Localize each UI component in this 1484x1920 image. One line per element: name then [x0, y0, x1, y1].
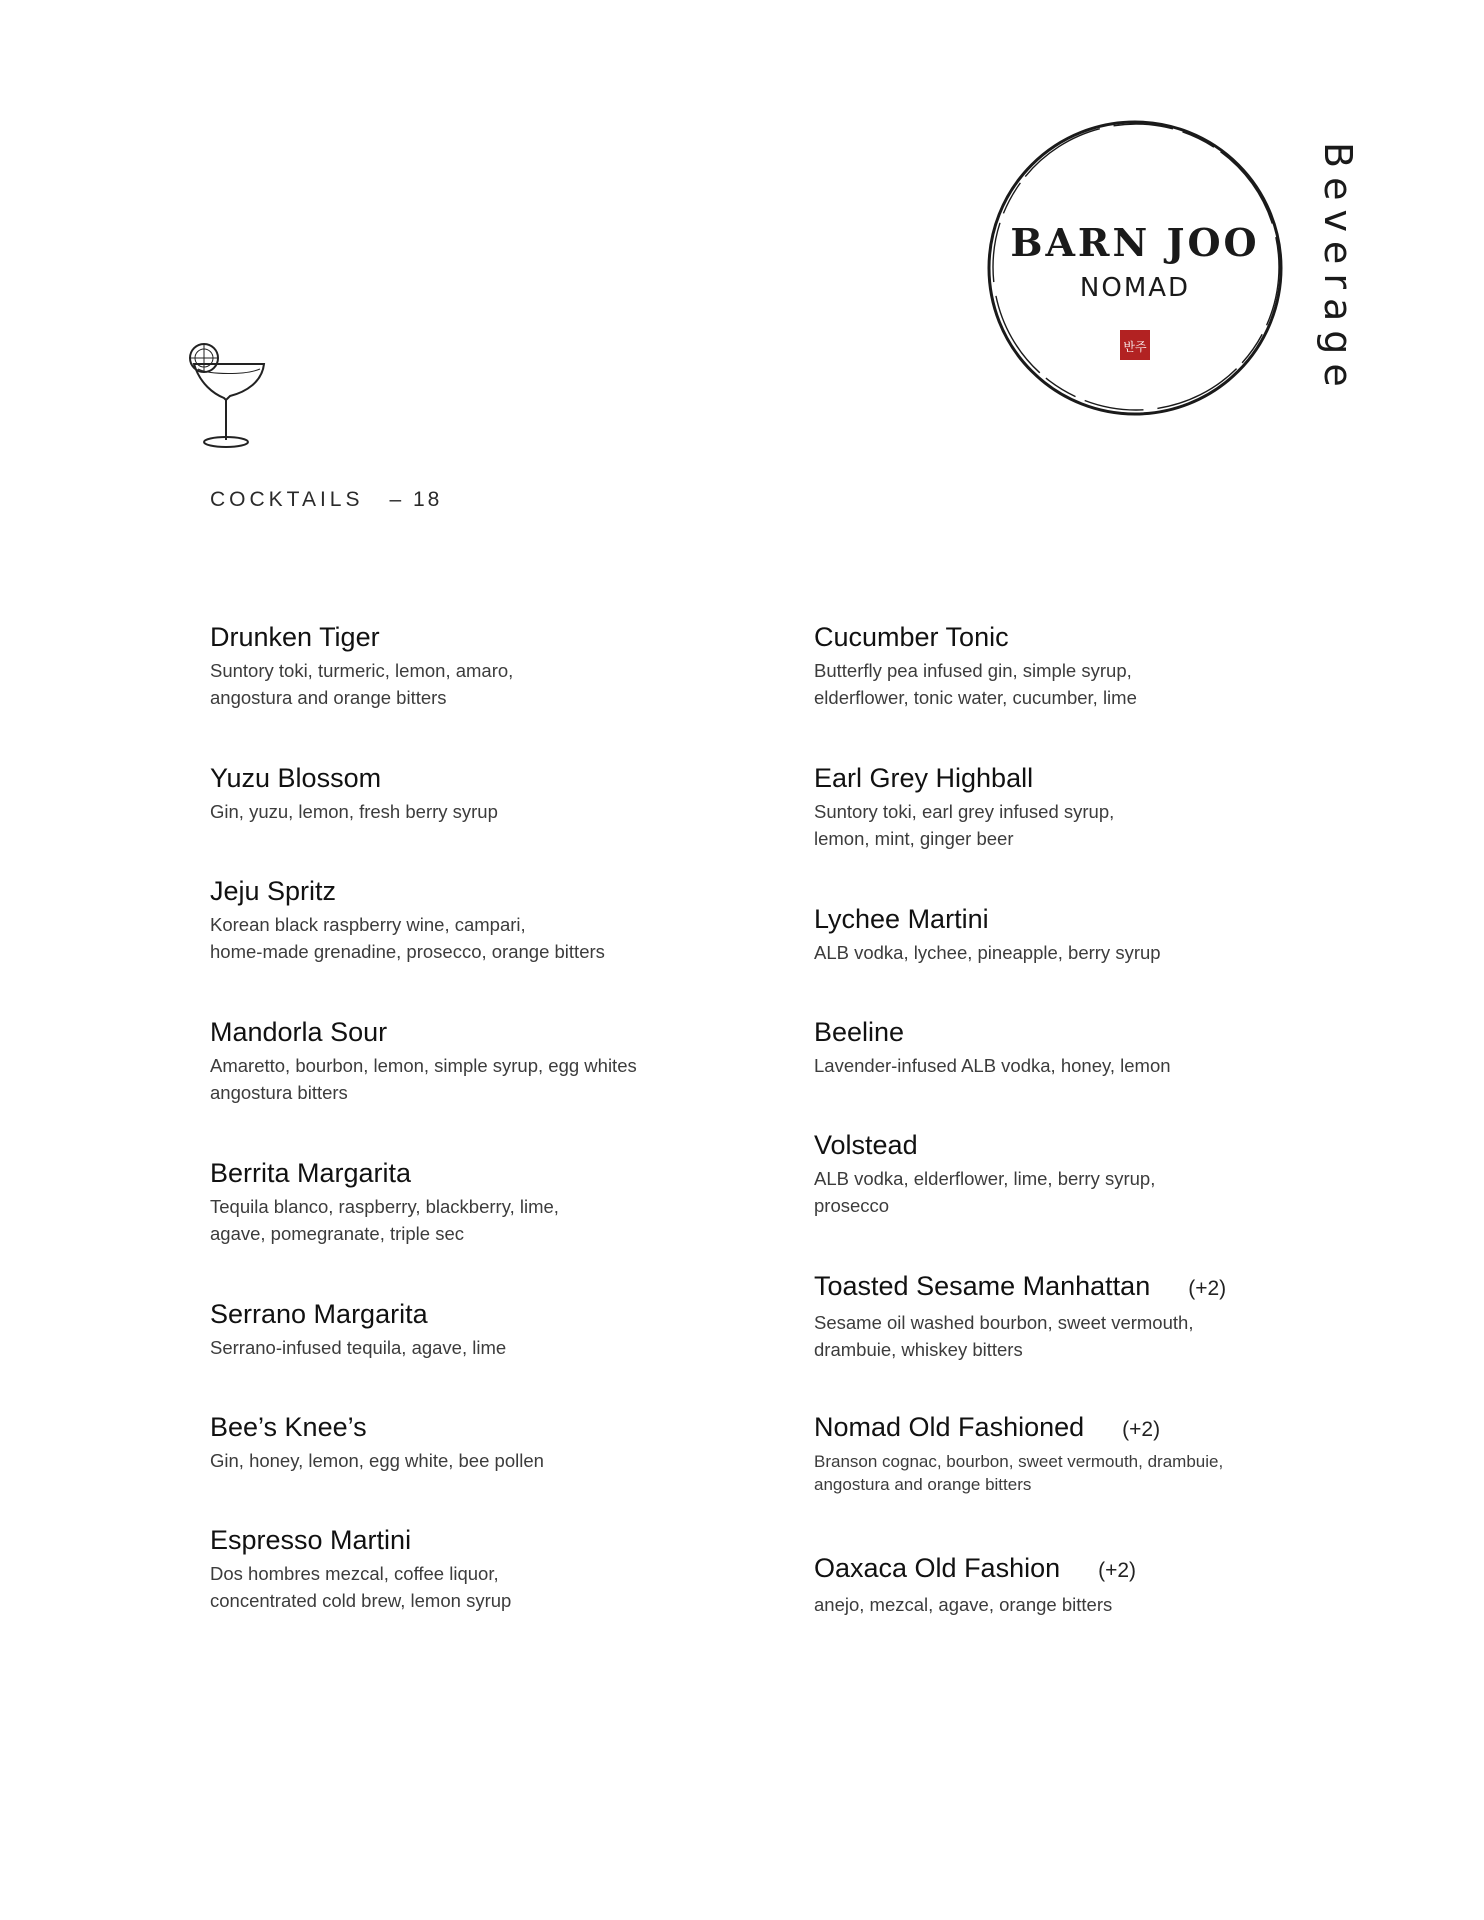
item-name: Volstead [814, 1130, 918, 1160]
logo-brush-ring-inner [993, 124, 1279, 410]
item-description [814, 798, 1314, 852]
item-name: Berrita Margarita [210, 1158, 412, 1188]
item-description-line: angostura bitters [210, 1082, 348, 1103]
menu-column-left [210, 620, 770, 1664]
item-name [814, 1269, 1314, 1306]
item-name: Beeline [814, 1017, 905, 1047]
item-description-line: angostura and orange bitters [210, 687, 447, 708]
item-description [210, 1334, 770, 1361]
item-description [814, 1052, 1314, 1079]
menu-item [814, 1015, 1314, 1128]
item-name: Bee’s Knee’s [210, 1412, 367, 1442]
item-name [814, 1551, 1314, 1588]
item-surcharge: (+2) [1122, 1418, 1161, 1441]
item-description-line: Tequila blanco, raspberry, blackberry, lime, [210, 1196, 559, 1217]
menu-item [814, 1128, 1314, 1269]
item-description [814, 1165, 1314, 1219]
item-description-line: Sesame oil washed bourbon, sweet vermouth, [814, 1312, 1194, 1333]
item-name: Earl Grey Highball [814, 763, 1034, 793]
item-description [814, 1450, 1314, 1496]
menu-item [210, 1410, 770, 1523]
item-description-line: Gin, yuzu, lemon, fresh berry syrup [210, 801, 498, 822]
barn-joo-logo [985, 118, 1285, 418]
item-description [210, 798, 770, 825]
item-description-line: Korean black raspberry wine, campari, [210, 914, 526, 935]
item-description [814, 1591, 1314, 1618]
item-description [814, 657, 1314, 711]
logo-emblem [985, 118, 1285, 418]
menu-item [814, 1269, 1314, 1410]
menu-item [814, 761, 1314, 902]
logo-seal-text: 반주 [1123, 340, 1147, 354]
menu-item [210, 1156, 770, 1297]
item-description-line: lemon, mint, ginger beer [814, 828, 1014, 849]
item-description [210, 1052, 770, 1106]
item-name: Serrano Margarita [210, 1299, 428, 1329]
item-description [210, 1193, 770, 1247]
item-description-line: Gin, honey, lemon, egg white, bee pollen [210, 1450, 544, 1471]
menu-item [210, 1523, 770, 1664]
item-name: Yuzu Blossom [210, 763, 382, 793]
menu-column-right [814, 620, 1314, 1664]
item-name-text: Oaxaca Old Fashion [814, 1553, 1061, 1583]
menu-item [210, 874, 770, 1015]
item-description-line: prosecco [814, 1195, 890, 1216]
item-description-line: Lavender-infused ALB vodka, honey, lemon [814, 1055, 1171, 1076]
menu-item [814, 620, 1314, 761]
item-description-line: Amaretto, bourbon, lemon, simple syrup, egg whites [210, 1055, 637, 1076]
item-name-text: Toasted Sesame Manhattan [814, 1271, 1151, 1301]
item-name: Espresso Martini [210, 1525, 412, 1555]
item-description [814, 1309, 1314, 1363]
section-title: COCKTAILS [210, 488, 364, 511]
item-name: Jeju Spritz [210, 876, 337, 906]
logo-brand-text: BARN JOO [1010, 220, 1260, 265]
item-description-line: home-made grenadine, prosecco, orange bitters [210, 941, 605, 962]
item-name: Mandorla Sour [210, 1017, 388, 1047]
item-name-text: Nomad Old Fashioned [814, 1412, 1085, 1442]
menu-item [210, 1015, 770, 1156]
side-title: Beverage [1316, 142, 1360, 396]
item-surcharge: (+2) [1188, 1277, 1227, 1300]
item-description-line: concentrated cold brew, lemon syrup [210, 1590, 512, 1611]
item-description-line: ALB vodka, elderflower, lime, berry syrup, [814, 1168, 1156, 1189]
item-name: Drunken Tiger [210, 622, 380, 652]
item-description [210, 1560, 770, 1614]
item-description-line: elderflower, tonic water, cucumber, lime [814, 687, 1137, 708]
section-heading [210, 488, 442, 512]
item-description-line: Serrano-infused tequila, agave, lime [210, 1337, 507, 1358]
menu-item [210, 1297, 770, 1410]
margarita-glass-icon [186, 342, 268, 452]
item-description-line: Butterfly pea infused gin, simple syrup, [814, 660, 1132, 681]
item-description-line: Suntory toki, turmeric, lemon, amaro, [210, 660, 514, 681]
item-description-line: drambuie, whiskey bitters [814, 1339, 1023, 1360]
item-name [814, 1410, 1314, 1447]
item-description-line: anejo, mezcal, agave, orange bitters [814, 1594, 1113, 1615]
item-description-line: agave, pomegranate, triple sec [210, 1223, 465, 1244]
item-description-line: ALB vodka, lychee, pineapple, berry syrup [814, 942, 1161, 963]
menu-item [814, 1410, 1314, 1551]
menu-item [814, 902, 1314, 1015]
item-description [210, 657, 770, 711]
menu-item [210, 761, 770, 874]
menu-item [210, 620, 770, 761]
logo-sub-text: NOMAD [1079, 273, 1191, 303]
item-surcharge: (+2) [1098, 1559, 1137, 1582]
item-description-line: Suntory toki, earl grey infused syrup, [814, 801, 1115, 822]
item-description [814, 939, 1314, 966]
item-description-line: angostura and orange bitters [814, 1475, 1032, 1494]
section-price: – 18 [389, 488, 443, 511]
item-description [210, 911, 770, 965]
menu-item [814, 1551, 1314, 1664]
item-description-line: Dos hombres mezcal, coffee liquor, [210, 1563, 499, 1584]
item-name: Lychee Martini [814, 904, 989, 934]
item-name: Cucumber Tonic [814, 622, 1009, 652]
item-description-line: Branson cognac, bourbon, sweet vermouth, drambuie, [814, 1452, 1224, 1471]
item-description [210, 1447, 770, 1474]
